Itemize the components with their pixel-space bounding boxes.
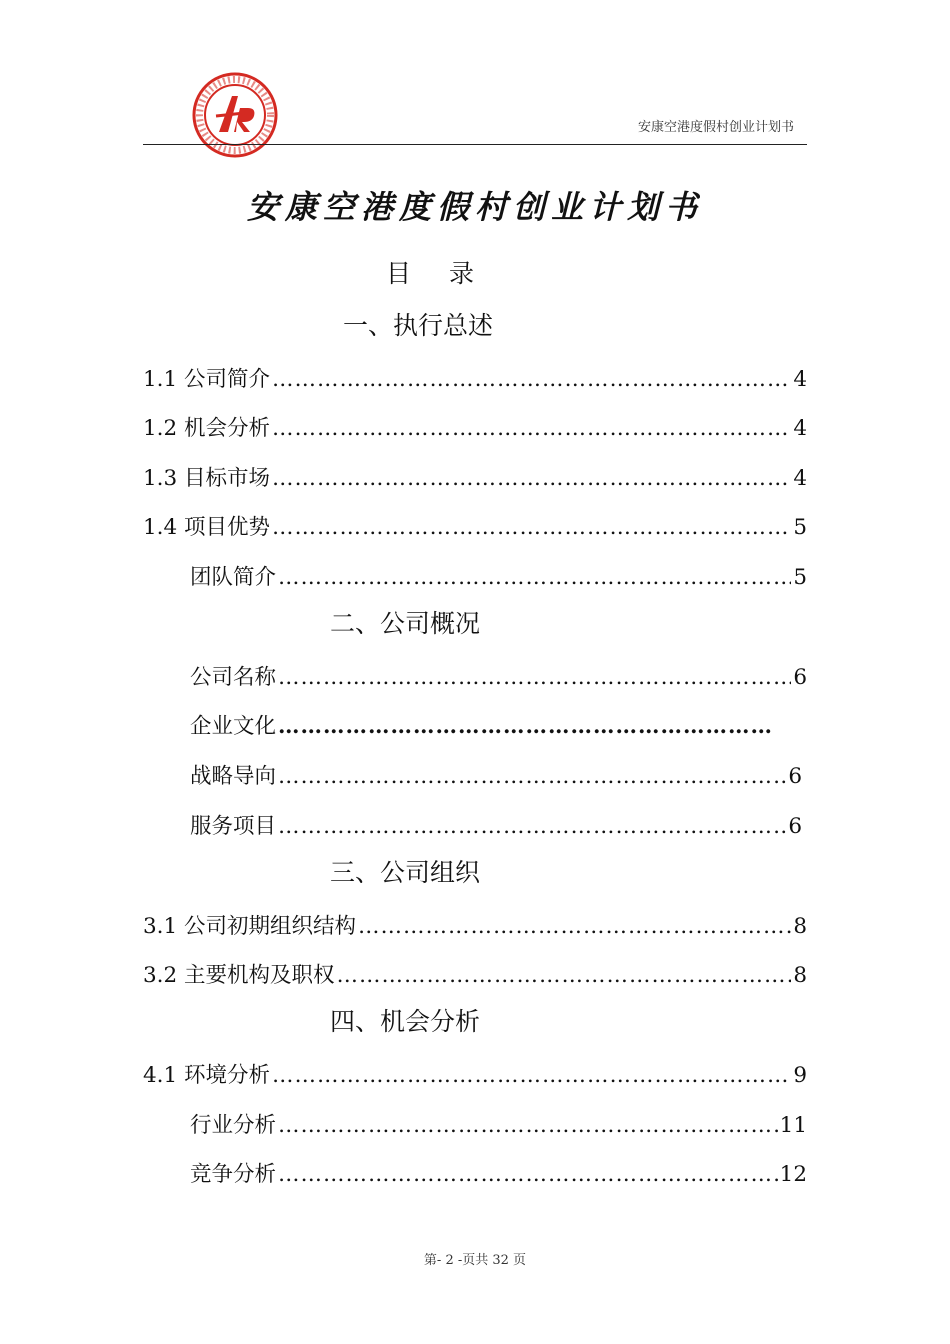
leader-dots (278, 1162, 778, 1187)
toc-entry[interactable] (143, 461, 807, 492)
toc-entry-page: 12 (779, 1162, 807, 1187)
running-header-title: 安康空港度假村创业计划书 (637, 120, 794, 135)
leader-dots (272, 515, 791, 540)
toc-entry-label: 3.1 公司初期组织结构 (143, 914, 357, 939)
page-footer: 第- 2 -页共 32 页 (423, 1253, 527, 1268)
toc-entry-page: 4 (793, 367, 807, 392)
section-heading: 一、执行总述 (343, 311, 494, 340)
toc-entry-label: 企业文化 (190, 714, 277, 739)
section-heading: 二、公司概况 (330, 609, 481, 638)
toc-entry[interactable] (190, 809, 802, 840)
toc-entry-page: 6 (788, 814, 802, 839)
toc-entry-label: 1.4 项目优势 (143, 515, 271, 540)
toc-entry[interactable] (190, 759, 802, 790)
toc-entry-page: 6 (793, 665, 807, 690)
toc-entry-label: 3.2 主要机构及职权 (143, 963, 335, 988)
toc-entry-label: 团队简介 (190, 565, 277, 590)
toc-entry-page: 8 (793, 914, 807, 939)
toc-entry-label: 公司名称 (190, 665, 277, 690)
toc-entry-page: 6 (788, 764, 802, 789)
toc-heading (386, 254, 474, 290)
leader-dots (278, 565, 791, 590)
toc-entry-page: 11 (779, 1113, 807, 1138)
toc-entry-label: 4.1 环境分析 (143, 1063, 271, 1088)
toc-entry-page: 9 (793, 1063, 807, 1088)
toc-entry-label: 战略导向 (190, 764, 277, 789)
header-rule (143, 144, 807, 145)
toc-entry[interactable] (190, 1108, 807, 1139)
toc-entry[interactable] (143, 909, 807, 940)
leader-dots (278, 665, 791, 690)
leader-dots (272, 367, 791, 392)
toc-entry[interactable] (143, 362, 807, 393)
toc-entry[interactable] (143, 411, 807, 442)
leader-dots (358, 914, 791, 939)
leader-dots (278, 1113, 778, 1138)
toc-entry-page: 4 (793, 466, 807, 491)
toc-entry-page: 5 (793, 515, 807, 540)
leader-dots (278, 814, 786, 839)
toc-entry-page: 5 (793, 565, 807, 590)
toc-entry-page: 8 (793, 963, 807, 988)
toc-entry-label: 服务项目 (190, 814, 277, 839)
toc-entry-label: 1.2 机会分析 (143, 416, 271, 441)
leader-dots (272, 416, 791, 441)
toc-entry-label: 竞争分析 (190, 1162, 277, 1187)
leader-dots (272, 466, 791, 491)
leader-dots (272, 1063, 791, 1088)
toc-entry-label: 1.3 目标市场 (143, 466, 271, 491)
toc-entry[interactable] (190, 709, 774, 740)
toc-entry[interactable] (143, 1058, 807, 1089)
toc-heading-char-2: 录 (449, 259, 475, 288)
section-heading: 四、机会分析 (330, 1007, 481, 1036)
toc-entry[interactable] (190, 1157, 807, 1188)
toc-entry-page: 4 (793, 416, 807, 441)
document-title: 安康空港度假村创业计划书 (246, 188, 703, 226)
toc-entry[interactable] (190, 560, 807, 591)
toc-entry-label: 1.1 公司简介 (143, 367, 271, 392)
leader-dots (278, 764, 786, 789)
toc-entry-label: 行业分析 (190, 1113, 277, 1138)
section-heading: 三、公司组织 (330, 858, 481, 887)
leader-dots (278, 714, 772, 739)
toc-entry[interactable] (190, 660, 807, 691)
university-seal-logo (192, 72, 278, 158)
toc-heading-char-1: 目 (386, 259, 412, 288)
leader-dots (337, 963, 792, 988)
toc-entry[interactable] (143, 510, 807, 541)
toc-entry[interactable] (143, 958, 807, 989)
